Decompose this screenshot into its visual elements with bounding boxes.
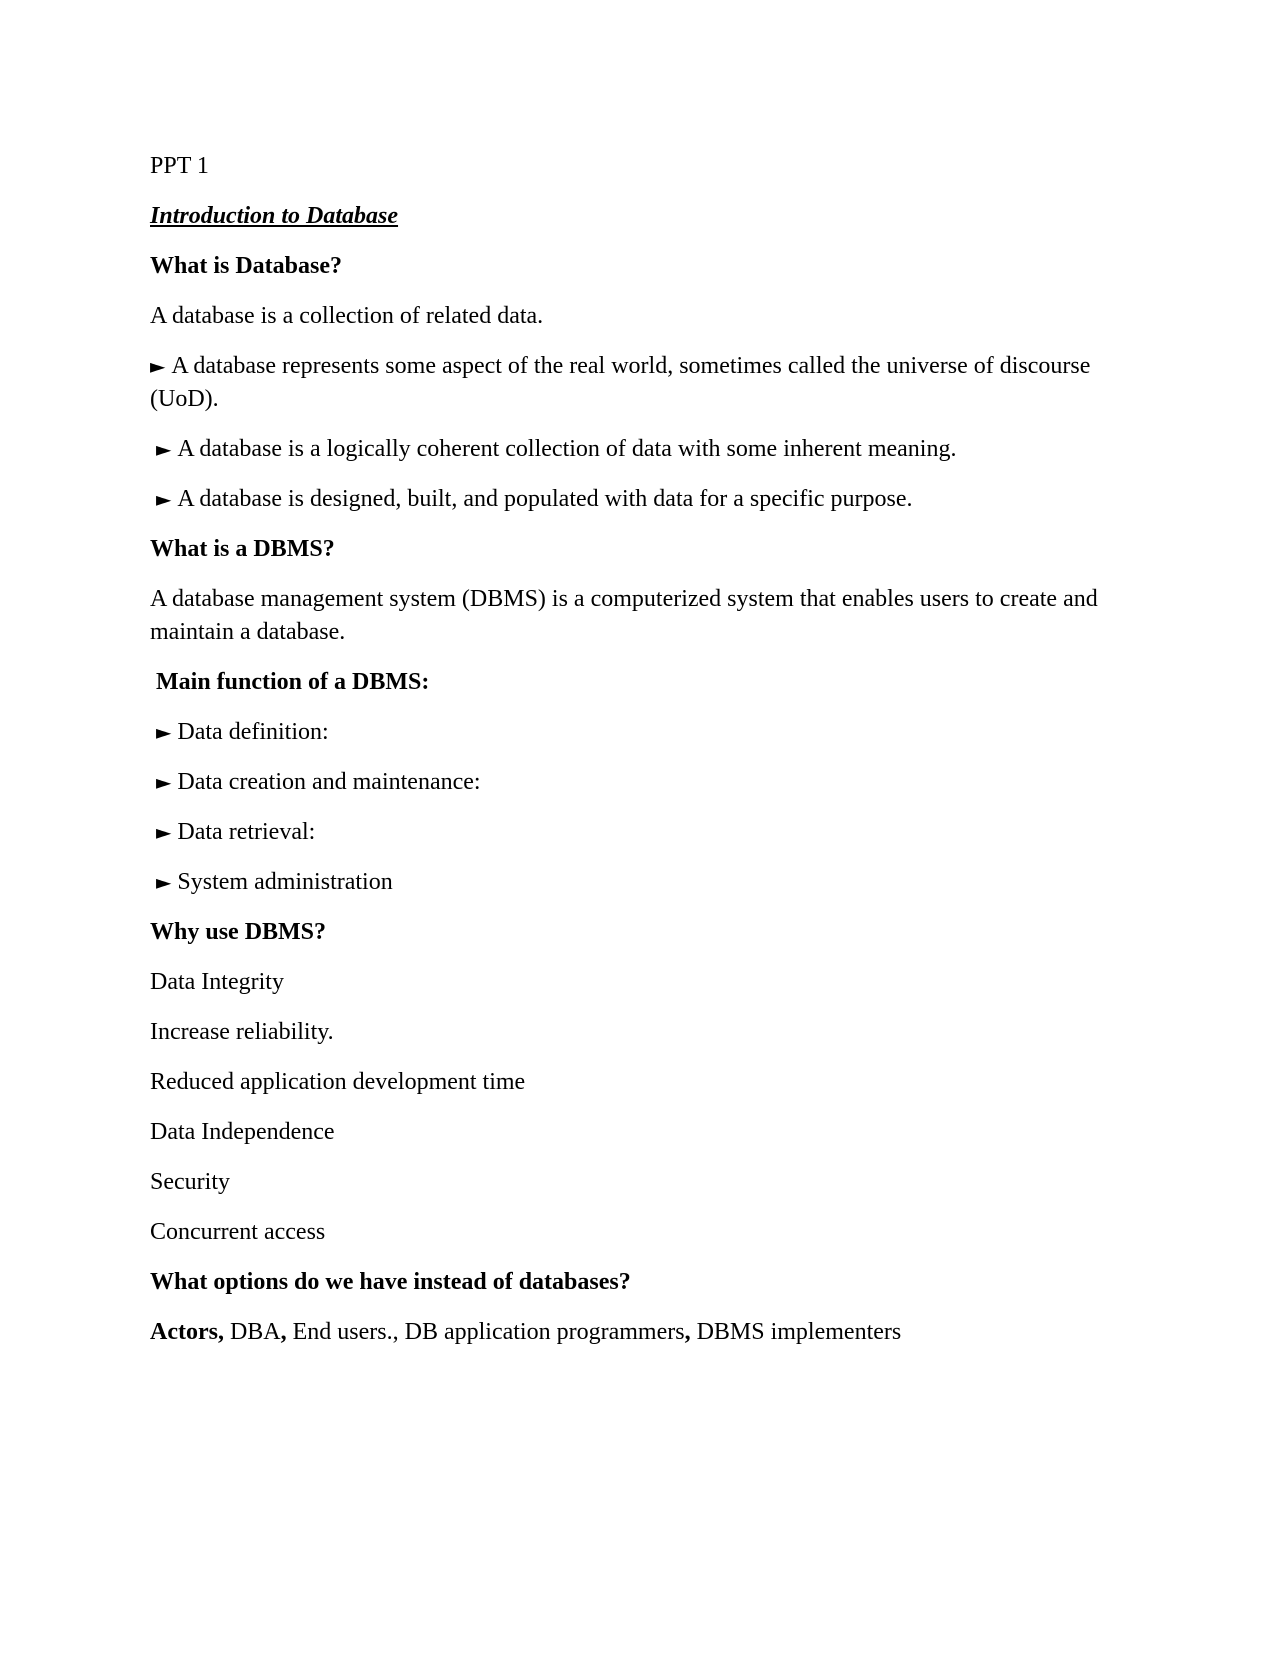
reason-item: Data Independence bbox=[150, 1119, 335, 1145]
bullet-text: A database is designed, built, and populated with data for a specific purpose. bbox=[177, 486, 913, 512]
actor-end-users: End users. bbox=[292, 1319, 393, 1345]
bullet-icon: ► bbox=[150, 354, 166, 378]
bullet-icon: ► bbox=[156, 820, 172, 844]
actor-separator: , bbox=[392, 1319, 405, 1345]
database-definition: A database is a collection of related data. bbox=[150, 303, 544, 329]
bullet-text: System administration bbox=[177, 869, 393, 895]
database-bullet-3 bbox=[150, 483, 1110, 516]
function-bullet-2 bbox=[150, 766, 1110, 799]
reason-item: Security bbox=[150, 1169, 230, 1195]
function-bullet-1 bbox=[150, 716, 1110, 749]
heading-options-instead: What options do we have instead of databases? bbox=[150, 1269, 631, 1295]
heading-what-is-dbms: What is a DBMS? bbox=[150, 536, 335, 562]
bullet-text: Data creation and maintenance: bbox=[177, 769, 481, 795]
function-bullet-3 bbox=[150, 816, 1110, 849]
actor-separator: , bbox=[280, 1319, 293, 1345]
heading-why-use-dbms: Why use DBMS? bbox=[150, 919, 327, 945]
heading-main-function: Main function of a DBMS: bbox=[156, 669, 430, 695]
function-bullet-4 bbox=[150, 866, 1110, 899]
heading-what-is-database: What is Database? bbox=[150, 253, 343, 279]
actors-label: Actors, bbox=[150, 1319, 224, 1345]
bullet-icon: ► bbox=[156, 870, 172, 894]
reason-item: Reduced application development time bbox=[150, 1069, 526, 1095]
bullet-icon: ► bbox=[156, 487, 172, 511]
reason-item: Data Integrity bbox=[150, 969, 284, 995]
bullet-text: Data retrieval: bbox=[177, 819, 316, 845]
actor-db-app-programmers: DB application programmers bbox=[404, 1319, 685, 1345]
reason-item: Increase reliability. bbox=[150, 1019, 334, 1045]
dbms-definition: A database management system (DBMS) is a computerized system that enables users to create and maintain a database. bbox=[150, 586, 1098, 645]
bullet-text: Data definition: bbox=[177, 719, 329, 745]
database-bullet-2 bbox=[150, 433, 1110, 466]
actor-dba: DBA bbox=[229, 1319, 281, 1345]
bullet-icon: ► bbox=[156, 437, 172, 461]
bullet-text: A database is a logically coherent collection of data with some inherent meaning. bbox=[177, 436, 957, 462]
doc-title: Introduction to Database bbox=[150, 203, 399, 229]
bullet-icon: ► bbox=[156, 770, 172, 794]
reason-item: Concurrent access bbox=[150, 1219, 326, 1245]
doc-header: PPT 1 bbox=[150, 153, 209, 179]
database-bullet-1 bbox=[150, 350, 1110, 416]
bullet-icon: ► bbox=[156, 720, 172, 744]
actor-dbms-implementers: DBMS implementers bbox=[696, 1319, 902, 1345]
bullet-text: A database represents some aspect of the real world, sometimes called the universe of discourse (UoD). bbox=[150, 353, 1091, 412]
document-page bbox=[150, 150, 1110, 1366]
actor-separator: , bbox=[684, 1319, 697, 1345]
actors-line bbox=[150, 1316, 1110, 1349]
